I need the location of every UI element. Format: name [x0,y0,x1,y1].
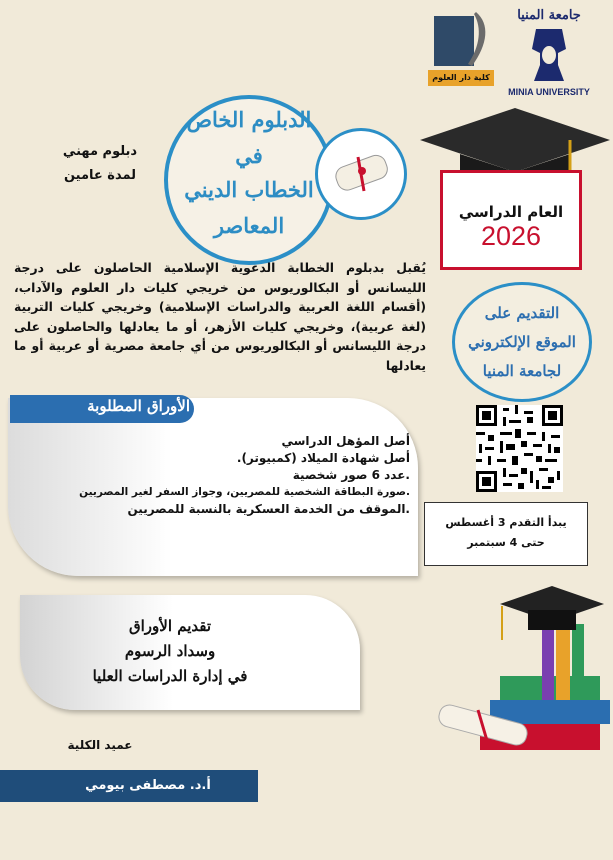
dean-label: عميد الكلية [67,738,133,752]
nefertiti-icon [528,25,570,83]
faculty-name: كلية دار العلوم [428,70,494,86]
submission-line-1: تقديم الأوراق [128,617,212,635]
list-item: أصل شهادة الميلاد (كمبيوتر). [236,451,410,465]
academic-year-value: 2026 [480,221,542,251]
required-docs-title: الأوراق المطلوبة [87,397,190,415]
university-name-en: MINIA UNIVERSITY [508,87,590,97]
diploma-note [30,140,170,188]
apply-line-3: لجامعة المنيا [482,362,562,380]
diploma-scroll-icon [318,131,404,217]
apply-online-circle [452,282,592,402]
diploma-note-line-1: دبلوم مهني [62,144,138,159]
admission-paragraph: يُقبل بدبلوم الخطابة الدعوية الإسلامية الحاصلون على درجة الليسانس أو البكالوريوس من خريجي كليات دار العلوم والآداب، (أقسام اللغة العربية والدراسات الإسلامية) وخريجي كليات التربية (لغة عربية)، وخريجي كليات الأزهر، أو ما يعادلها والحاصلون على درجة الليسانس أو البكالوريوس من أي جامعة مصرية أو عربية أو ما يعادلها [14,260,426,373]
university-name-ar: جامعة المنيا [517,8,581,23]
quill-icon [428,10,496,70]
list-item: .صورة البطاقة الشخصية للمصريين، وجواز السفر لغير المصريين [79,486,410,498]
title-line-2: في [235,143,263,168]
dates-line-2: حتى 4 سبتمبر [467,536,545,549]
academic-year-label: العام الدراسي [458,203,564,221]
dean-name: أ.د. مصطفى بيومي [85,778,211,793]
list-item: .عدد 6 صور شخصية [292,468,410,482]
application-dates-box [424,502,588,566]
required-docs-list [20,433,410,518]
faculty-logo [428,10,496,86]
list-item: .الموقف من الخدمة العسكرية بالنسبة للمصريين [127,502,410,516]
apply-line-1: التقديم على [484,304,560,322]
title-line-3: الخطاب الديني [184,177,314,202]
list-item: أصل المؤهل الدراسي [281,434,410,448]
title-line-1: الدبلوم الخاص [186,107,312,132]
submission-line-2: وسداد الرسوم [124,642,216,660]
title-line-4: المعاصر [213,213,285,238]
submission-text [40,614,300,689]
minia-university-logo [505,8,593,98]
qr-code[interactable] [476,405,563,492]
academic-year-card [440,170,582,270]
diploma-scroll-bottom-icon [428,690,538,760]
dates-line-1: يبدأ التقدم 3 أغسطس [445,516,567,529]
apply-line-2: الموقع الإلكتروني [468,333,576,351]
diploma-scroll-circle [315,128,407,220]
diploma-note-line-2: لمدة عامين [63,168,137,183]
title-circle [164,95,334,265]
submission-line-3: في إدارة الدراسات العليا [92,667,248,685]
